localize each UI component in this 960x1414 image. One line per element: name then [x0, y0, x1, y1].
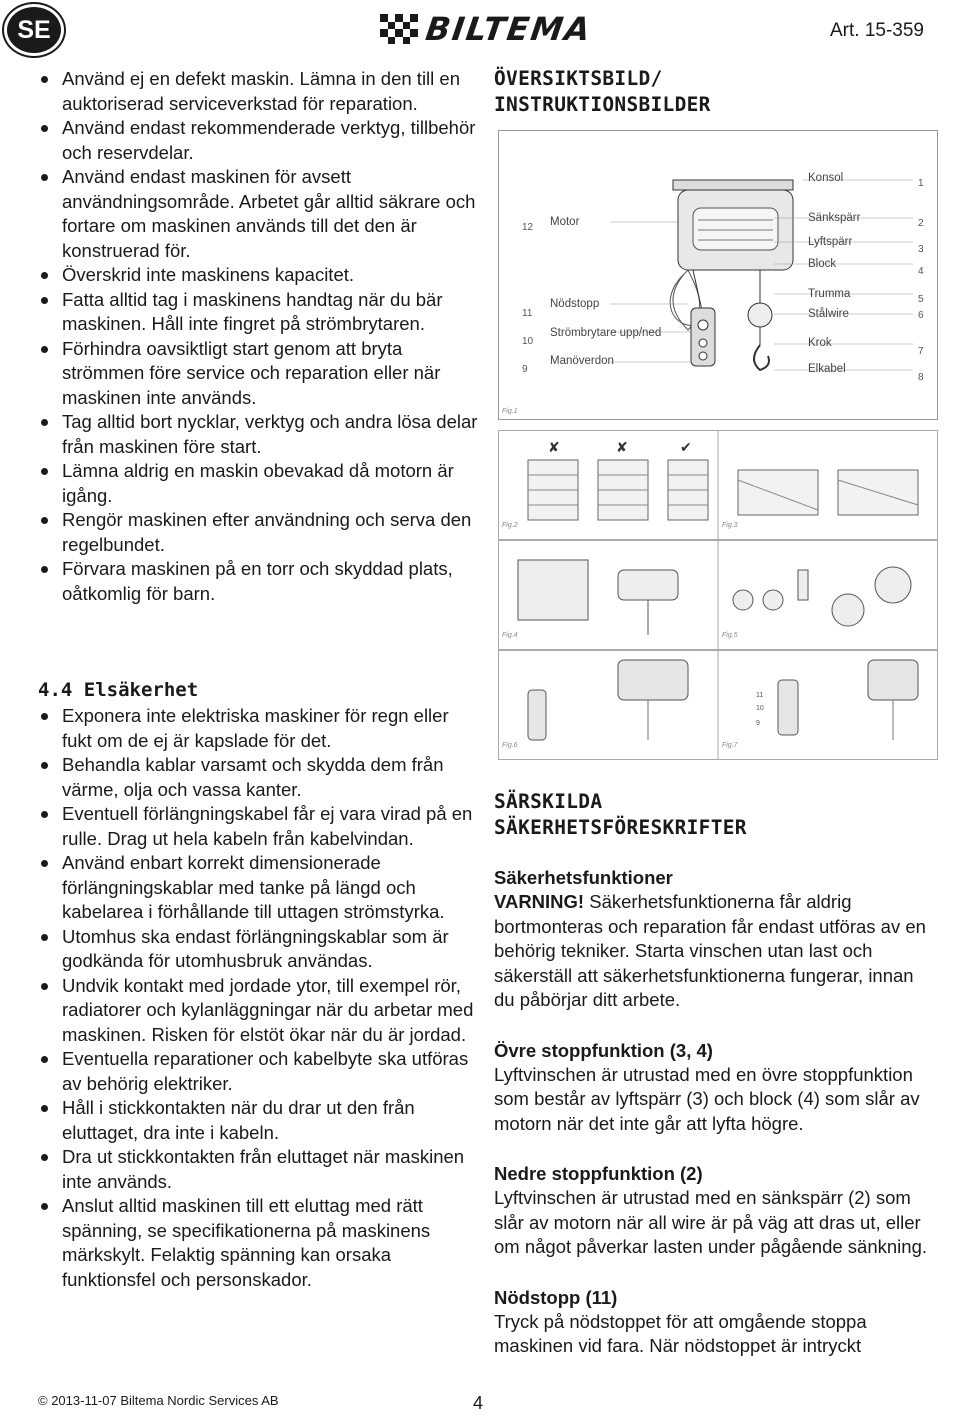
fig-caption: Fig.7 [722, 742, 738, 749]
paragraph: VARNING! Säkerhetsfunktionerna får aldrig bortmonteras och reparation får endast utföras av en behörig tekniker. Starta vinschen utan last och säkerställ att säkerhetsfunktionerna fungerar, innan du påbörjar ditt arbete. [494, 891, 926, 1010]
list-item: Eventuella reparationer och kabelbyte ska utföras av behörig elektriker. [38, 1047, 478, 1096]
list-item: Använd endast rekommenderade verktyg, tillbehör och reservdelar. [38, 116, 478, 165]
article-number: Art. 15-359 [830, 20, 924, 41]
list-item: Förhindra oavsiktligt start genom att bryta strömmen före service och reparation eller när maskinen inte används. [38, 337, 478, 411]
fig1-label-right: 2 [918, 218, 924, 229]
subsection-heading: Säkerhetsfunktioner [494, 867, 673, 888]
subsection-heading: Nedre stoppfunktion (2) [494, 1163, 703, 1184]
mounting-figure [498, 540, 938, 650]
fig1-label-right: Sänkspärr [808, 212, 861, 224]
list-item: Exponera inte elektriska maskiner för regn eller fukt om de ej är kapslade för det. [38, 704, 478, 753]
list-item: Håll i stickkontakten när du drar ut den från eluttaget, dra inte i kabeln. [38, 1096, 478, 1145]
list-item: Förvara maskinen på en torr och skyddad plats, oåtkomlig för barn. [38, 557, 478, 606]
subsection-heading: Nödstopp (11) [494, 1286, 618, 1308]
fig-caption: Fig.2 [502, 522, 518, 529]
section-title: 4.4 Elsäkerhet [38, 679, 199, 701]
biltema-logo [380, 10, 595, 48]
fig1-label-right: Krok [808, 337, 832, 349]
fig1-label-right: Elkabel [808, 363, 846, 375]
logo-checker-icon [380, 14, 418, 44]
fig1-label-right: 3 [918, 244, 924, 255]
list-item: Eventuell förlängningskabel får ej vara virad på en rulle. Drag ut hela kabeln från kabelvindan. [38, 802, 478, 851]
fig1-label-right: Konsol [808, 172, 844, 184]
fig1-label-left: Nödstopp [550, 298, 600, 310]
paragraph: Lyftvinschen är utrustad med en sänkspärr (2) som slår av motorn när all wire är på väg att dras ut, eller om något påverkar lasten under pågående sänkning. [494, 1187, 927, 1257]
fig-caption: Fig.1 [502, 408, 518, 415]
fig1-label-right: Block [808, 258, 837, 270]
hoist-overview-figure [498, 130, 938, 422]
overview-title: ÖVERSIKTSBILD/ INSTRUKTIONSBILDER [494, 67, 711, 116]
fig1-label-right: Stålwire [808, 308, 849, 320]
electrical-safety-section [38, 678, 478, 1292]
hook-icon [754, 345, 769, 370]
copyright: © 2013-11-07 Biltema Nordic Services AB [38, 1393, 279, 1408]
fig1-label-left: Strömbrytare upp/ned [550, 327, 662, 339]
list-item: Rengör maskinen efter användning och serva den regelbundet. [38, 508, 478, 557]
fig7-num: 11 [756, 692, 764, 699]
rail-beam [673, 180, 793, 190]
list-item: Tag alltid bort nycklar, verktyg och andra lösa delar från maskinen före start. [38, 410, 478, 459]
paragraph: Lyftvinschen är utrustad med en övre stoppfunktion som består av lyftspärr (3) och block (4) som slår av motorn när det inte går att lyfta högre. [494, 1063, 920, 1134]
block-icon [748, 303, 772, 327]
brand-name: BILTEMA [423, 10, 595, 48]
electrical-safety-list [38, 704, 478, 1292]
instruction-figures [498, 130, 938, 762]
operation-figure [498, 650, 938, 760]
fig1-label-right: 1 [918, 178, 924, 189]
special-safety-section: SÄRSKILDA SÄKERHETSFÖRESKRIFTER Säkerhetsfunktioner VARNING! Säkerhetsfunktionerna får aldrig bortmonteras och reparation får endast utföras av en behörig tekniker. Starta vinschen utan last och säkerställ att säkerhetsfunktionerna fungerar, innan du påbörjar ditt arbete. Övre stoppfunktion (3, 4) Lyftvinschen är utrustad med en övre stoppfunktion som består av lyftspärr (3) och block (4) som slår av motorn när det inte går att lyfta högre. Nedre stoppfunktion (2) Lyftvinschen är utrustad med en sänkspärr (2) som slår av motorn när all wire är på väg att dras ut, eller om något påverkar lasten under pågående sänkning. Nödstopp (11) Tryck på nödstoppet för att omgående stoppa maskinen vid fara. När nödstoppet är intryckt [494, 790, 938, 1359]
svg-text:✔: ✔ [680, 440, 692, 456]
list-item: Överskrid inte maskinens kapacitet. [38, 263, 478, 288]
fig1-label-right: 7 [918, 346, 924, 357]
page-number: 4 [473, 1393, 484, 1413]
list-item: Utomhus ska endast förlängningskablar som är godkända för utomhusbruk användas. [38, 925, 478, 974]
fig-caption: Fig.3 [722, 522, 738, 529]
fig-caption: Fig.5 [722, 632, 738, 639]
list-item: Dra ut stickkontakten från eluttaget när maskinen inte används. [38, 1145, 478, 1194]
fig1-label-left: 12 [522, 222, 534, 233]
fig1-label-left: Manöverdon [550, 355, 614, 367]
wire-winding-figure [498, 430, 938, 540]
svg-text:✘: ✘ [616, 440, 628, 456]
list-item: Fatta alltid tag i maskinens handtag när du bär maskinen. Håll inte fingret på strömbrytaren. [38, 288, 478, 337]
fig7-num: 10 [756, 705, 764, 712]
fig1-label-right: Trumma [808, 288, 851, 300]
fig-caption: Fig.4 [502, 632, 518, 639]
safety-list-general [38, 67, 478, 606]
fig1-label-right: 6 [918, 310, 924, 321]
fig1-label-left: Motor [550, 216, 580, 228]
fig1-label-left: 10 [522, 336, 534, 347]
fig7-num: 9 [756, 720, 760, 727]
subsection-heading: Övre stoppfunktion (3, 4) [494, 1039, 713, 1061]
fig1-label-right: 5 [918, 294, 924, 305]
fig-caption: Fig.6 [502, 742, 518, 749]
paragraph: Tryck på nödstoppet för att omgående stoppa maskinen vid fara. När nödstoppet är intryckt [494, 1310, 867, 1356]
fig1-label-left: 11 [522, 308, 533, 319]
fig1-label-left: 9 [522, 364, 528, 375]
fig1-label-right: 8 [918, 372, 924, 383]
fig1-label-right: Lyftspärr [808, 236, 853, 248]
list-item: Använd enbart korrekt dimensionerade förlängningskablar med tanke på längd och kabelarea i förhållande till uttagen strömstyrka. [38, 851, 478, 925]
list-item: Använd endast maskinen för avsett användningsområde. Arbetet går alltid säkrare och fortare om maskinen används till det den är konstruerad för. [38, 165, 478, 263]
fig1-label-right: 4 [918, 266, 924, 277]
list-item: Anslut alltid maskinen till ett eluttag med rätt spänning, se specifikationerna på maskinens märkskylt. Felaktig spänning kan orsaka funktionsfel och personskador. [38, 1194, 478, 1292]
list-item: Lämna aldrig en maskin obevakad då motorn är igång. [38, 459, 478, 508]
list-item: Använd ej en defekt maskin. Lämna in den till en auktoriserad serviceverkstad för reparation. [38, 67, 478, 116]
list-item: Undvik kontakt med jordade ytor, till exempel rör, radiatorer och kylanläggningar när du arbetar med maskinen. Risken för elstöt ökar när du är jordad. [38, 974, 478, 1048]
list-item: Behandla kablar varsamt och skydda dem från värme, olja och vassa kanter. [38, 753, 478, 802]
svg-text:✘: ✘ [548, 440, 560, 456]
language-badge: SE [4, 4, 64, 56]
